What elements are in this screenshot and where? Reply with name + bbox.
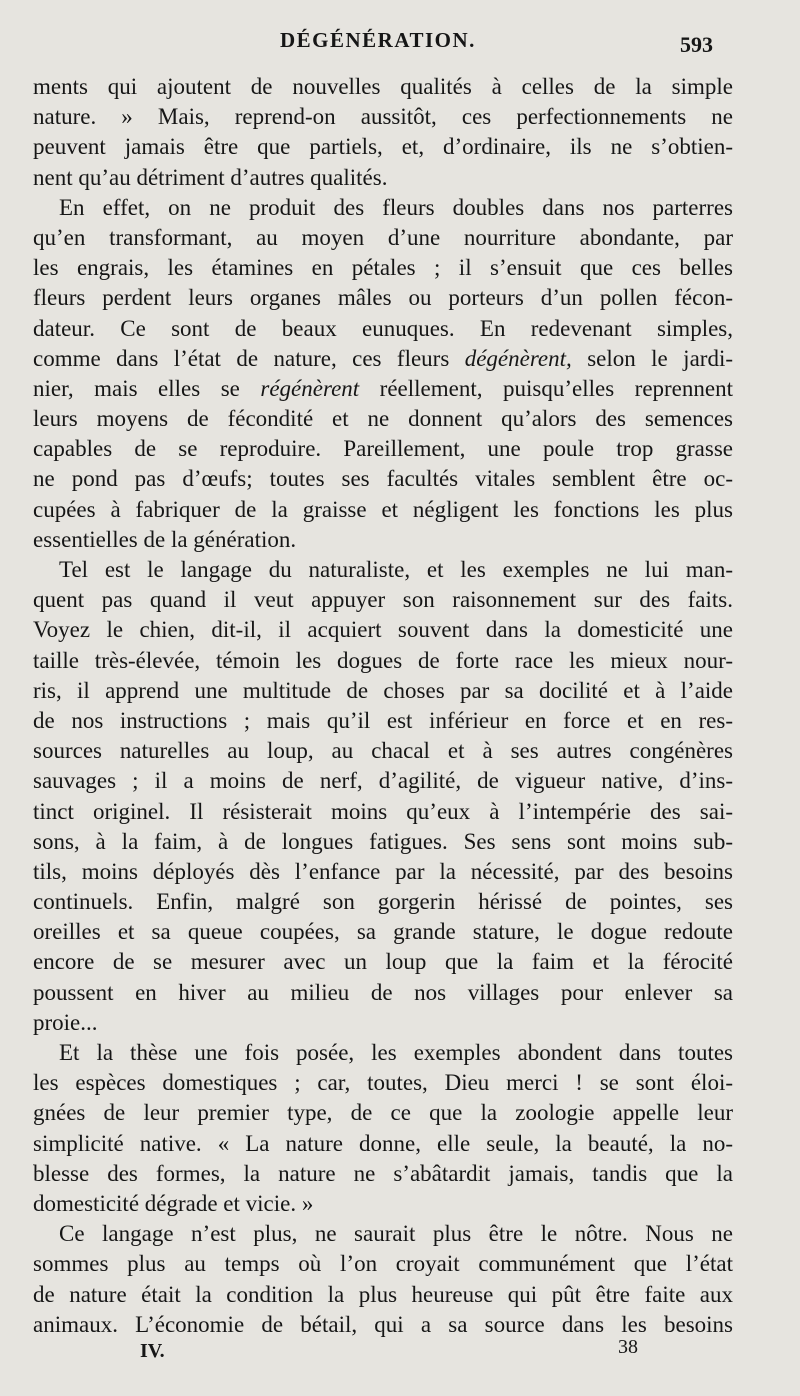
text-line: ne pond pas d’œufs; toutes ses facultés vitales semblent être oc- xyxy=(33,466,733,492)
text-line: Voyez le chien, dit-il, il acquiert souvent dans la domesticité une xyxy=(33,617,733,643)
text-segment: comme dans l’état de nature, ces fleurs xyxy=(33,345,465,371)
text-line: domesticité dégrade et vicie. » xyxy=(33,1190,314,1216)
text-segment: selon le jardi- xyxy=(571,345,733,371)
text-line: tinct originel. Il résisterait moins qu’eux à l’intempérie des sai- xyxy=(33,798,733,824)
text-line-mixed xyxy=(33,344,733,374)
text-line: sommes plus au temps où l’on croyait communément que l’état xyxy=(33,1251,733,1277)
text-line: dateur. Ce sont de beaux eunuques. En redevenant simples, xyxy=(33,315,733,341)
text-line-mixed xyxy=(33,374,733,404)
body-text xyxy=(33,72,733,1340)
text-line: taille très-élevée, témoin les dogues de forte race les mieux nour- xyxy=(33,647,733,673)
volume-signature: IV. xyxy=(140,1340,165,1362)
text-line: sources naturelles au loup, au chacal et à ses autres congénères xyxy=(33,738,733,764)
text-line: blesse des formes, la nature ne s’abâtardit jamais, tandis que la xyxy=(33,1160,733,1186)
text-line: encore de se mesurer avec un loup que la faim et la férocité xyxy=(33,949,733,975)
italic-word: dégénèrent, xyxy=(464,345,572,371)
text-line: cupées à fabriquer de la graisse et négligent les fonctions les plus xyxy=(33,496,733,522)
text-line: animaux. L’économie de bétail, qui a sa source dans les besoins xyxy=(33,1311,733,1337)
text-line: Tel est le langage du naturaliste, et les exemples ne lui man- xyxy=(59,557,733,582)
text-line: tils, moins déployés dès l’enfance par la nécessité, par des besoins xyxy=(33,858,733,884)
text-line: nature. » Mais, reprend-on aussitôt, ces perfectionnements ne xyxy=(33,104,733,130)
text-line: nent qu’au détriment d’autres qualités. xyxy=(33,164,388,190)
page-number: 593 xyxy=(680,32,713,57)
text-line: quent pas quand il veut appuyer son raisonnement sur des faits. xyxy=(33,587,733,613)
text-line: poussent en hiver au milieu de nos villages pour enlever sa xyxy=(33,979,733,1005)
running-title: DÉGÉNÉRATION. xyxy=(280,28,476,52)
text-line: capables de se reproduire. Pareillement, une poule trop grasse xyxy=(33,436,733,462)
text-segment: nier, mais elles se xyxy=(33,375,261,401)
text-line: oreilles et sa queue coupées, sa grande stature, le dogue redoute xyxy=(33,919,733,945)
text-line: simplicité native. « La nature donne, elle seule, la beauté, la no- xyxy=(33,1130,733,1156)
sheet-signature: 38 xyxy=(618,1336,638,1358)
text-line: ris, il apprend une multitude de choses par sa docilité et à l’aide xyxy=(33,677,733,703)
text-line: sons, à la faim, à de longues fatigues. Ses sens sont moins sub- xyxy=(33,828,733,854)
text-line: sauvages ; il a moins de nerf, d’agilité, de vigueur native, d’ins- xyxy=(33,768,733,794)
text-line: de nature était la condition la plus heureuse qui pût être faite aux xyxy=(33,1281,733,1307)
page-header xyxy=(0,22,800,62)
text-line: leurs moyens de fécondité et ne donnent qu’alors des semences xyxy=(33,406,733,432)
text-line: proie... xyxy=(33,1009,98,1035)
text-line: essentielles de la génération. xyxy=(33,526,297,552)
text-line: fleurs perdent leurs organes mâles ou porteurs d’un pollen fécon- xyxy=(33,285,733,311)
italic-word: régénèrent xyxy=(260,375,360,401)
text-line: Et la thèse une fois posée, les exemples abondent dans toutes xyxy=(59,1040,733,1065)
text-line: les engrais, les étamines en pétales ; il s’ensuit que ces belles xyxy=(33,255,733,281)
text-segment: réellement, puisqu’elles reprennent xyxy=(359,375,733,401)
text-line: ments qui ajoutent de nouvelles qualités à celles de la simple xyxy=(33,74,733,99)
text-line: les espèces domestiques ; car, toutes, Dieu merci ! se sont éloi- xyxy=(33,1070,733,1096)
text-line: Ce langage n’est plus, ne saurait plus être le nôtre. Nous ne xyxy=(59,1221,733,1247)
text-line: qu’en transformant, au moyen d’une nourriture abondante, par xyxy=(33,224,733,250)
text-line: continuels. Enfin, malgré son gorgerin hérissé de pointes, ses xyxy=(33,889,733,915)
page-footer xyxy=(0,1336,800,1376)
text-line: gnées de leur premier type, de ce que la zoologie appelle leur xyxy=(33,1100,733,1126)
text-line: de nos instructions ; mais qu’il est inférieur en force et en res- xyxy=(33,707,733,733)
text-line: En effet, on ne produit des fleurs doubles dans nos parterres xyxy=(59,194,733,220)
text-line: peuvent jamais être que partiels, et, d’ordinaire, ils ne s’obtien- xyxy=(33,134,733,160)
